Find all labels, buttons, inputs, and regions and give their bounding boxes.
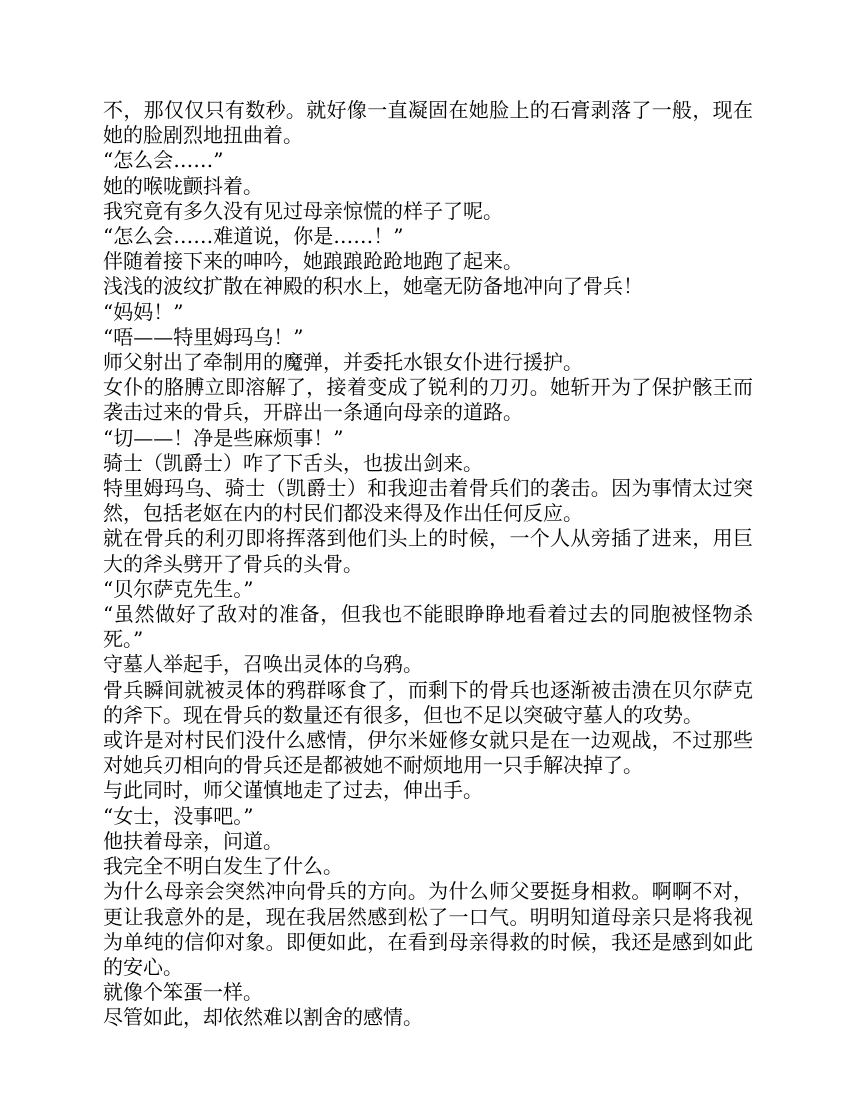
paragraph: “怎么会……” bbox=[103, 148, 224, 173]
paragraph: 骨兵瞬间就被灵体的鸦群啄食了，而剩下的骨兵也逐渐被击溃在贝尔萨克的斧下。现在骨兵的数量还有很多，但也不足以突破守墓人的攻势。 bbox=[103, 677, 753, 727]
paragraph: 我完全不明白发生了什么。 bbox=[103, 854, 343, 879]
paragraph: 或许是对村民们没什么感情，伊尔米娅修女就只是在一边观战，不过那些对她兵刃相向的骨兵还是都被她不耐烦地用一只手解决掉了。 bbox=[103, 728, 753, 778]
paragraph: 特里姆玛乌、骑士（凯爵士）和我迎击着骨兵们的袭击。因为事情太过突然，包括老妪在内的村民们都没来得及作出任何反应。 bbox=[103, 476, 753, 526]
paragraph: 为什么母亲会突然冲向骨兵的方向。为什么师父要挺身相救。啊啊不对，更让我意外的是，现在我居然感到松了一口气。明明知道母亲只是将我视为单纯的信仰对象。即便如此，在看到母亲得救的时候，我还是感到如此的安心。 bbox=[103, 879, 753, 979]
paragraph: 就像个笨蛋一样。 bbox=[103, 980, 263, 1005]
paragraph: 师父射出了牵制用的魔弹，并委托水银女仆进行援护。 bbox=[103, 350, 583, 375]
paragraph: 与此同时，师父谨慎地走了过去，伸出手。 bbox=[103, 778, 483, 803]
paragraph: “怎么会……难道说，你是……！” bbox=[103, 224, 404, 249]
paragraph: “妈妈！” bbox=[103, 299, 184, 324]
paragraph: 伴随着接下来的呻吟，她踉踉跄跄地跑了起来。 bbox=[103, 249, 523, 274]
paragraph: “切——！净是些麻烦事！” bbox=[103, 425, 344, 450]
paragraph: 守墓人举起手，召唤出灵体的乌鸦。 bbox=[103, 652, 423, 677]
paragraph: 不，那仅仅只有数秒。就好像一直凝固在她脸上的石膏剥落了一般，现在她的脸剧烈地扭曲着。 bbox=[103, 98, 753, 148]
paragraph: “贝尔萨克先生。” bbox=[103, 576, 254, 601]
paragraph: “虽然做好了敌对的准备，但我也不能眼睁睁地看着过去的同胞被怪物杀死。” bbox=[103, 602, 753, 652]
paragraph: “女士，没事吧。” bbox=[103, 803, 254, 828]
paragraph: 她的喉咙颤抖着。 bbox=[103, 173, 263, 198]
paragraph: 就在骨兵的利刃即将挥落到他们头上的时候，一个人从旁插了进来，用巨大的斧头劈开了骨兵的头骨。 bbox=[103, 526, 753, 576]
document-body bbox=[103, 98, 753, 1031]
paragraph: 女仆的胳膊立即溶解了，接着变成了锐利的刀刃。她斩开为了保护骸王而袭击过来的骨兵，开辟出一条通向母亲的道路。 bbox=[103, 375, 753, 425]
paragraph: 他扶着母亲，问道。 bbox=[103, 828, 283, 853]
paragraph: 浅浅的波纹扩散在神殿的积水上，她毫无防备地冲向了骨兵！ bbox=[103, 274, 643, 299]
paragraph: “唔——特里姆玛乌！” bbox=[103, 324, 304, 349]
paragraph: 骑士（凯爵士）咋了下舌头，也拔出剑来。 bbox=[103, 450, 483, 475]
paragraph: 我究竟有多久没有见过母亲惊慌的样子了呢。 bbox=[103, 198, 503, 223]
paragraph: 尽管如此，却依然难以割舍的感情。 bbox=[103, 1005, 423, 1030]
